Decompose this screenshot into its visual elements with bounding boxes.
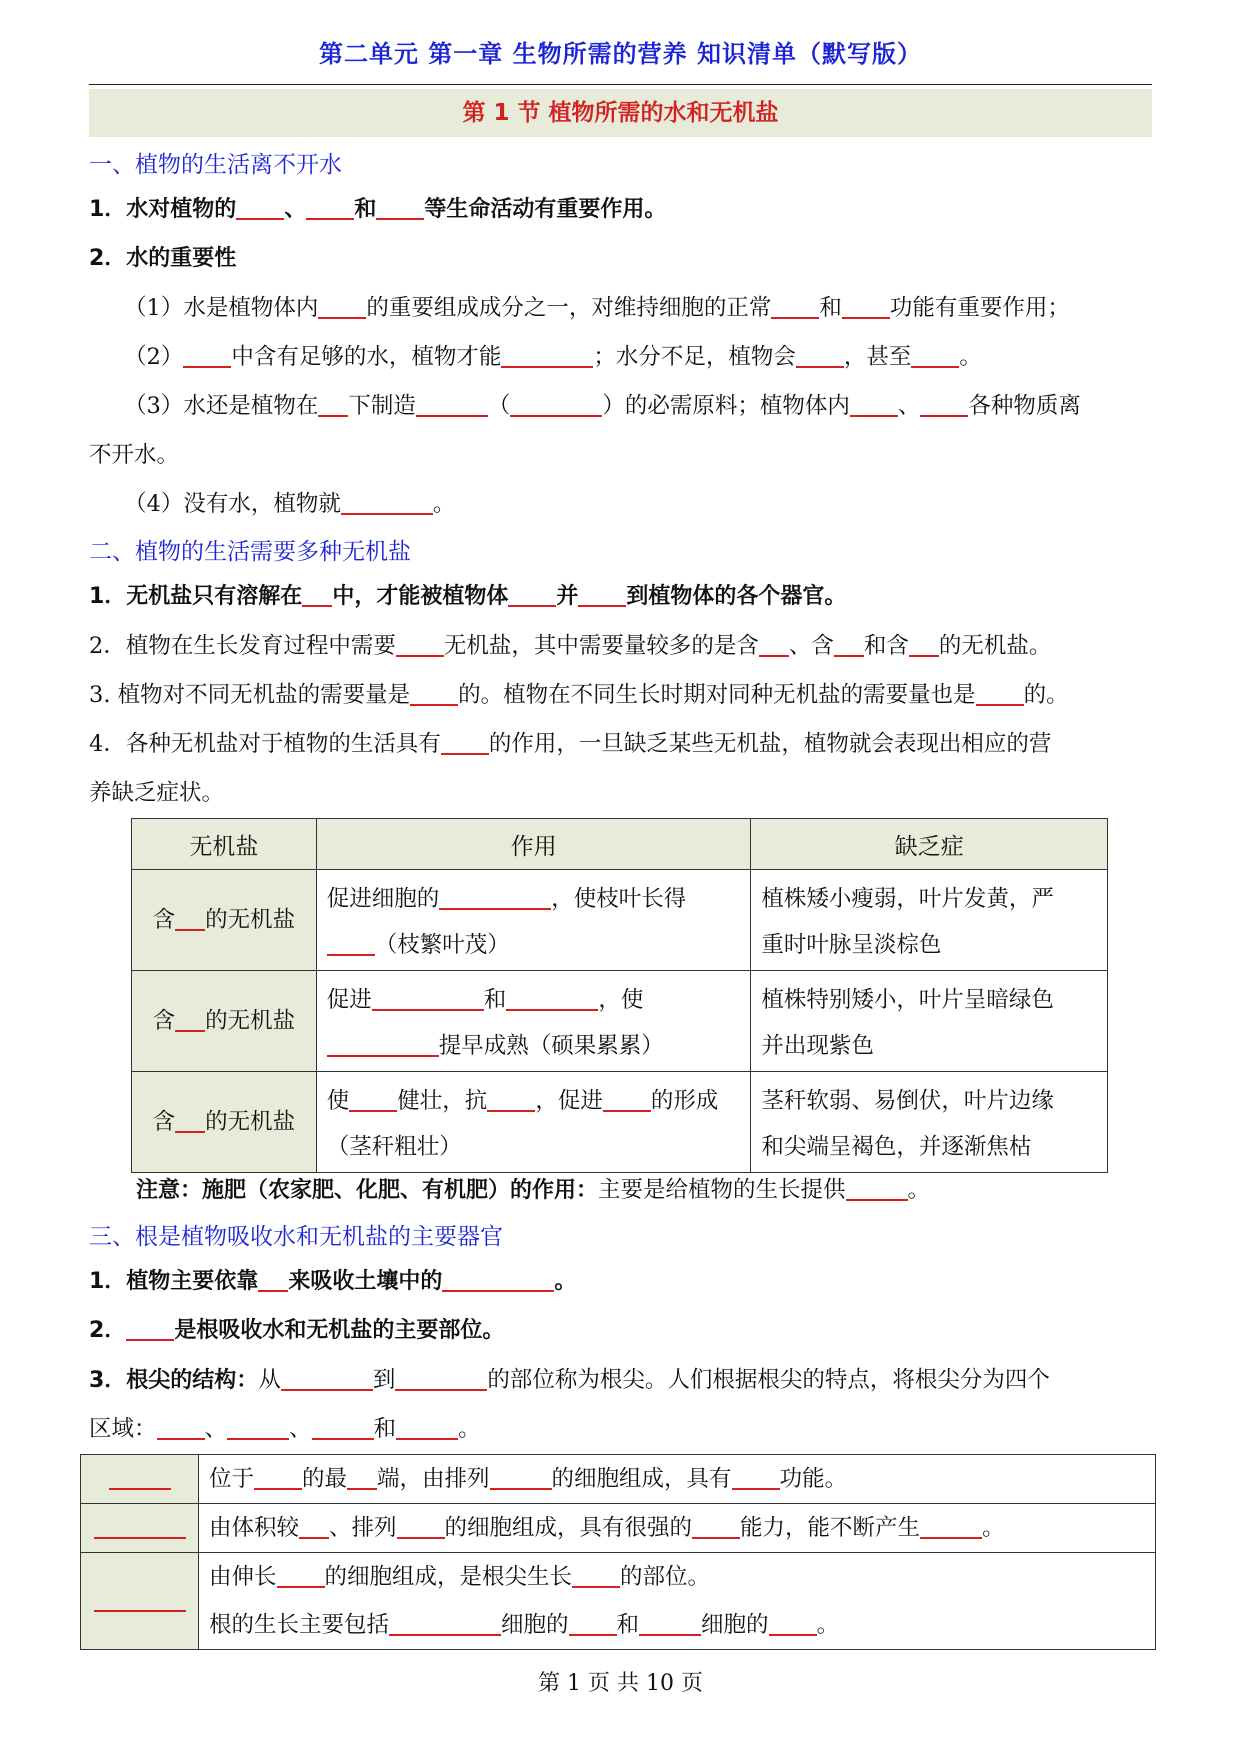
blank[interactable] (109, 1462, 171, 1490)
table-row (132, 870, 1108, 971)
zone-name-cell (81, 1455, 199, 1504)
blank[interactable] (909, 629, 939, 657)
blank[interactable] (396, 1412, 458, 1440)
part3-q3-cont: 区域： 、 、 和 。 (89, 1405, 1164, 1453)
blank[interactable] (227, 1412, 289, 1440)
blank[interactable] (639, 1608, 701, 1636)
part3-q3: 3．根尖的结构：从 到 的部位称为根尖。人们根据根尖的特点，将根尖分为四个 (89, 1356, 1164, 1405)
blank[interactable] (389, 1608, 501, 1636)
fertilizer-note: 注意：施肥（农家肥、化肥、有机肥）的作用：主要是给植物的生长提供 。 (136, 1166, 930, 1215)
blank[interactable] (258, 1264, 288, 1292)
part2-q4-cont: 养缺乏症状。 (89, 780, 225, 806)
blank[interactable] (796, 340, 844, 368)
part1-s3-cont: 不开水。 (89, 442, 180, 468)
table-header-row (132, 819, 1108, 870)
zone-desc-cell: 由伸长 的细胞组成，是根尖生长 的部位。 根的生长主要包括 细胞的 和 细胞的 。 (199, 1553, 1156, 1650)
blank[interactable] (349, 1084, 397, 1112)
blank[interactable] (236, 192, 284, 220)
blank[interactable] (94, 1584, 186, 1612)
blank[interactable] (126, 1313, 174, 1341)
blank[interactable] (439, 882, 551, 910)
mineral-table (131, 818, 1108, 1173)
blank[interactable] (347, 1462, 377, 1490)
blank[interactable] (376, 192, 424, 220)
zone-name-cell (81, 1504, 199, 1553)
part2-q1: 1．无机盐只有溶解在 中，才能被植物体 并 到植物体的各个器官。 (89, 573, 1164, 621)
header-deficiency: 缺乏症 (751, 819, 1108, 870)
mineral-cell: 含 的无机盐 (132, 971, 317, 1072)
blank[interactable] (508, 579, 556, 607)
blank[interactable] (911, 340, 959, 368)
blank[interactable] (920, 1511, 982, 1539)
blank[interactable] (510, 389, 602, 417)
part2-q4: 4．各种无机盐对于植物的生活具有 的作用，一旦缺乏某些无机盐，植物就会表现出相应的营 (89, 720, 1164, 768)
zone-desc-cell: 位于 的最 端，由排列 的细胞组成，具有 功能。 (199, 1455, 1156, 1504)
blank[interactable] (318, 389, 348, 417)
part1-s1: （1）水是植物体内 的重要组成成分之一，对维持细胞的正常 和 功能有重要作用； (124, 284, 1199, 332)
blank[interactable] (327, 1029, 439, 1057)
zone-name-cell (81, 1553, 199, 1650)
blank[interactable] (302, 579, 332, 607)
blank[interactable] (175, 1004, 205, 1032)
blank[interactable] (318, 291, 366, 319)
blank[interactable] (506, 983, 598, 1011)
blank[interactable] (327, 928, 375, 956)
part3-heading: 三、根是植物吸收水和无机盐的主要器官 (89, 1224, 503, 1250)
header-function: 作用 (316, 819, 751, 870)
blank[interactable] (603, 1084, 651, 1112)
section-heading: 第 1 节 植物所需的水和无机盐 (89, 89, 1152, 137)
part3-q2: 2． 是根吸收水和无机盐的主要部位。 (89, 1307, 1164, 1355)
blank[interactable] (578, 579, 626, 607)
blank[interactable] (692, 1511, 740, 1539)
blank[interactable] (769, 1608, 817, 1636)
function-cell: 促进 和 ，使 提早成熟（硕果累累） (316, 971, 751, 1072)
blank[interactable] (183, 340, 231, 368)
zone-desc-cell: 由体积较 、排列 的细胞组成，具有很强的 能力，能不断产生 。 (199, 1504, 1156, 1553)
blank[interactable] (920, 389, 968, 417)
blank[interactable] (410, 678, 458, 706)
blank[interactable] (501, 340, 593, 368)
blank[interactable] (306, 192, 354, 220)
blank[interactable] (175, 1105, 205, 1133)
blank[interactable] (312, 1412, 374, 1440)
blank[interactable] (846, 1173, 908, 1201)
blank[interactable] (834, 629, 864, 657)
table-row (81, 1504, 1156, 1553)
blank[interactable] (441, 727, 489, 755)
page-footer: 第 1 页 共 10 页 (538, 1671, 703, 1696)
part1-s2: （2） 中含有足够的水，植物才能 ；水分不足，植物会 ，甚至 。 (124, 333, 1199, 381)
deficiency-cell: 植株矮小瘦弱，叶片发黄，严 重时叶脉呈淡棕色 (751, 870, 1108, 971)
part2-q3: 3. 植物对不同无机盐的需要量是 的。植物在不同生长时期对同种无机盐的需要量也是 的。 (89, 671, 1164, 719)
root-tip-table (80, 1454, 1156, 1650)
blank[interactable] (416, 389, 488, 417)
blank[interactable] (732, 1462, 780, 1490)
blank[interactable] (572, 1560, 620, 1588)
blank[interactable] (487, 1084, 535, 1112)
mineral-cell: 含 的无机盐 (132, 1072, 317, 1173)
table-row (132, 971, 1108, 1072)
table-row (132, 1072, 1108, 1173)
title-rule (89, 84, 1152, 85)
blank[interactable] (254, 1462, 302, 1490)
blank[interactable] (175, 903, 205, 931)
mineral-cell: 含 的无机盐 (132, 870, 317, 971)
header-mineral: 无机盐 (132, 819, 317, 870)
table-row (81, 1553, 1156, 1650)
blank[interactable] (299, 1511, 329, 1539)
function-cell: 促进细胞的 ，使枝叶长得 （枝繁叶茂） (316, 870, 751, 971)
function-cell: 使 健壮，抗 ，促进 的形成 （茎秆粗壮） (316, 1072, 751, 1173)
blank[interactable] (842, 291, 890, 319)
part2-q2: 2．植物在生长发育过程中需要 无机盐，其中需要量较多的是含 、含 和含 的无机盐。 (89, 622, 1164, 670)
part1-heading: 一、植物的生活离不开水 (89, 152, 342, 178)
blank[interactable] (442, 1264, 554, 1292)
blank[interactable] (372, 983, 484, 1011)
deficiency-cell: 植株特别矮小，叶片呈暗绿色 并出现紫色 (751, 971, 1108, 1072)
blank[interactable] (94, 1511, 186, 1539)
part1-s3: （3）水还是植物在 下制造 （ ）的必需原料；植物体内 、 各种物质离 (124, 382, 1199, 430)
blank[interactable] (341, 487, 433, 515)
blank[interactable] (759, 629, 789, 657)
part1-s4: （4）没有水，植物就 。 (124, 480, 1199, 528)
blank[interactable] (396, 629, 444, 657)
blank[interactable] (490, 1462, 552, 1490)
blank[interactable] (277, 1560, 325, 1588)
blank[interactable] (397, 1511, 445, 1539)
blank[interactable] (281, 1363, 373, 1391)
blank[interactable] (157, 1412, 205, 1440)
blank[interactable] (976, 678, 1024, 706)
table-row (81, 1455, 1156, 1504)
page-title: 第二单元 第一章 生物所需的营养 知识清单（默写版） (318, 40, 923, 68)
part2-heading: 二、植物的生活需要多种无机盐 (89, 539, 411, 565)
part3-q1: 1．植物主要依靠 来吸收土壤中的 。 (89, 1258, 1164, 1306)
blank[interactable] (395, 1363, 487, 1391)
blank[interactable] (850, 389, 898, 417)
deficiency-cell: 茎秆软弱、易倒伏，叶片边缘 和尖端呈褐色，并逐渐焦枯 (751, 1072, 1108, 1173)
blank[interactable] (771, 291, 819, 319)
part1-q2-title: 2．水的重要性 (89, 246, 237, 271)
blank[interactable] (569, 1608, 617, 1636)
part1-q1: 1．水对植物的 、 和 等生命活动有重要作用。 (89, 186, 1164, 234)
